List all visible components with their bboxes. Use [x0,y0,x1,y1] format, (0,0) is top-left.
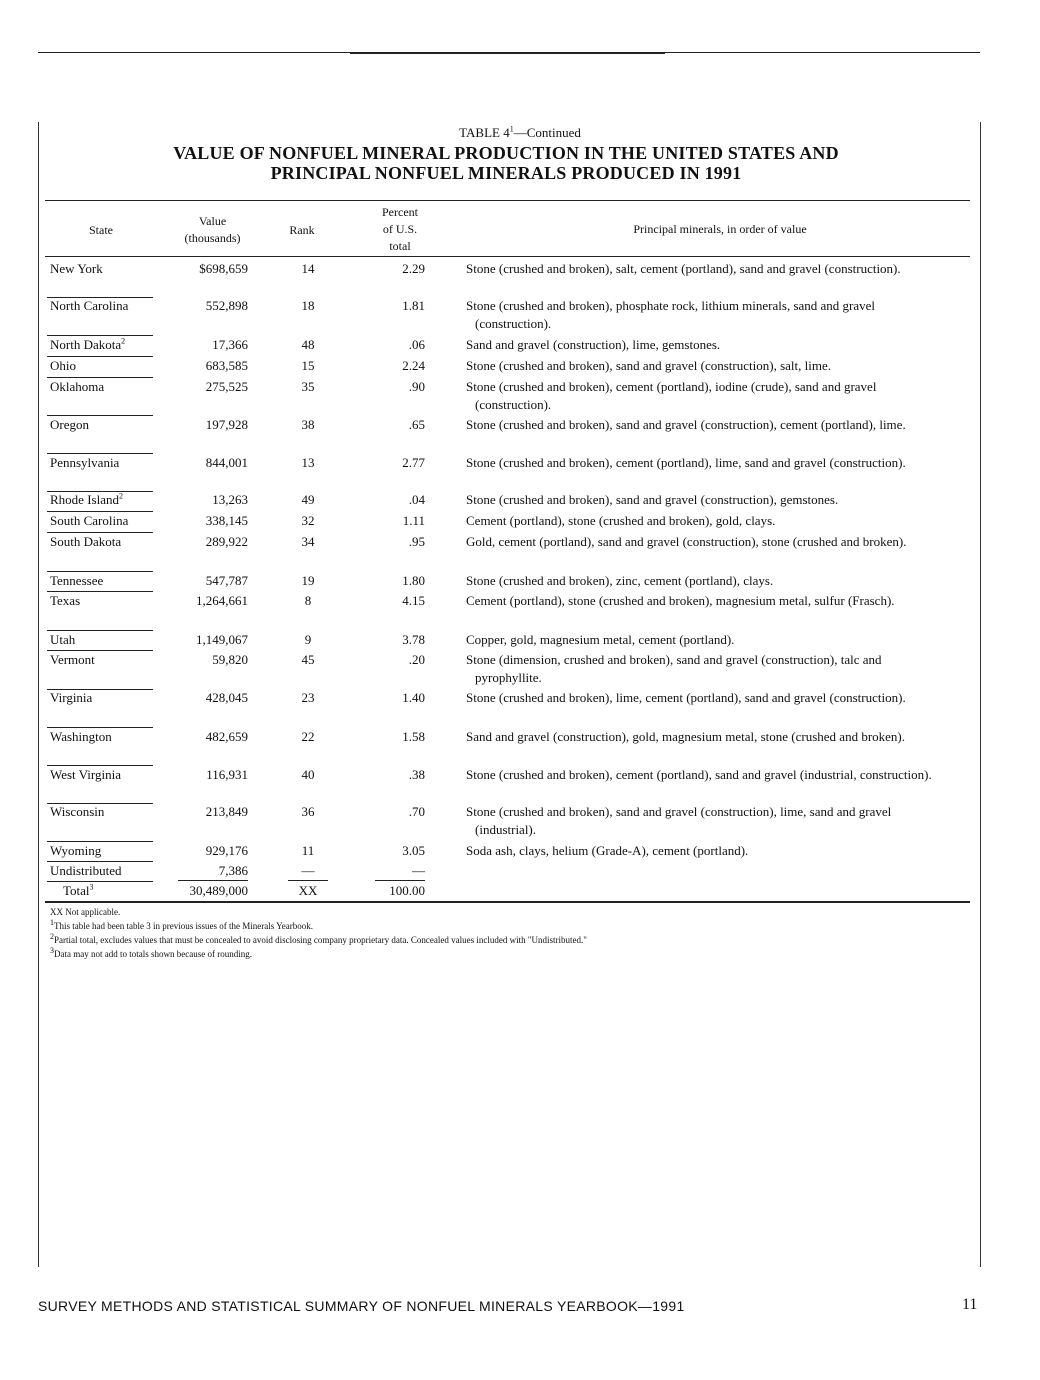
state-name: Ohio [50,358,76,373]
row-value: 116,931 [206,767,248,782]
row-percent: 1.80 [402,573,425,588]
row-state [50,766,121,784]
row-state [50,260,103,278]
row-minerals: Gold, cement (portland), sand and gravel (construction), stone (crushed and broken). [466,534,907,549]
row-rank: 38 [301,417,315,432]
state-name: West Virginia [50,767,121,782]
row-percent: 1.81 [402,298,425,313]
table-title-line2: PRINCIPAL NONFUEL MINERALS PRODUCED IN 1991 [270,163,742,183]
page-number: 11 [962,1296,978,1313]
footnote-xx: XX Not applicable. [50,907,121,917]
header-top-rule [45,200,970,201]
row-value: 547,787 [205,573,248,588]
row-minerals: Sand and gravel (construction), lime, gemstones. [466,337,721,352]
row-percent: .90 [408,379,425,394]
row-value: 482,659 [205,729,248,744]
row-minerals: Stone (crushed and broken), sand and gravel (construction), gemstones. [466,492,839,507]
row-rank: 9 [304,632,312,647]
state-name: North Carolina [50,298,129,313]
row-state [50,803,104,821]
row-rank: 35 [301,379,315,394]
state-name: Washington [50,729,112,744]
row-minerals: Stone (crushed and broken), salt, cement (portland), sand and gravel (construction). [466,261,901,276]
row-percent: .06 [408,337,425,352]
row-value: 552,898 [205,298,248,313]
row-percent: .95 [408,534,425,549]
row-value: 7,386 [218,863,248,878]
row-value: 17,366 [212,337,248,352]
row-rank: 15 [301,358,315,373]
row-state [50,336,125,354]
table-label: TABLE $4^1—Continued$ [459,124,581,140]
row-percent: 1.40 [402,690,425,705]
row-state [50,297,128,315]
row-rank: 22 [301,729,315,744]
col-header-state: State [89,223,113,237]
row-value: 289,922 [205,534,248,549]
row-minerals: Stone (crushed and broken), sand and gravel (construction), salt, lime. [466,358,831,373]
row-minerals: Copper, gold, magnesium metal, cement (portland). [466,632,735,647]
footnote-ref: 2 [118,491,123,501]
state-name: North Dakota [50,337,122,352]
row-value: 844,001 [205,455,248,470]
footnote-1: $^1$This table had been table 3 in previous issues of the Minerals Yearbook. [50,918,313,931]
row-state [50,491,123,509]
row-value: 213,849 [205,804,248,819]
row-rank: 49 [301,492,315,507]
row-rank: 18 [301,298,315,313]
row-percent: 4.15 [402,593,425,608]
total-label [63,882,94,900]
row-minerals: Soda ash, clays, helium (Grade-A), cement (portland). [466,843,749,858]
state-name: Vermont [50,652,95,667]
total-value: 30,489,000 [189,883,248,898]
total-percent: 100.00 [389,883,425,898]
table-title-line1: VALUE OF NONFUEL MINERAL PRODUCTION IN THE UNITED STATES AND [173,143,839,163]
total-rank: XX [298,883,318,898]
row-value: 683,585 [205,358,248,373]
row-value: 428,045 [205,690,248,705]
col-header-percent: Percent of U.S. total [382,205,418,253]
running-footer: SURVEY METHODS AND STATISTICAL SUMMARY OF NONFUEL MINERALS YEARBOOK—1991 [38,1298,685,1314]
state-name: New York [50,261,103,276]
row-minerals: Stone (crushed and broken), phosphate rock, lithium minerals, sand and gravel (construction). [466,298,876,331]
row-state [50,454,119,472]
state-name: Tennessee [50,573,104,588]
row-state [50,512,128,530]
row-minerals: Stone (crushed and broken), sand and gravel (construction), cement (portland), lime. [466,417,906,432]
row-minerals: Sand and gravel (construction), gold, magnesium metal, stone (crushed and broken). [466,729,905,744]
row-minerals: Stone (crushed and broken), cement (portland), lime, sand and gravel (construction). [466,455,906,470]
total-rule [288,880,328,881]
row-rank: 11 [301,843,315,858]
row-state [50,842,101,860]
row-percent: 2.24 [402,358,425,373]
row-state [50,378,104,396]
row-state [50,631,75,649]
row-rank: 36 [301,804,315,819]
row-minerals: Stone (crushed and broken), cement (portland), iodine (crude), sand and gravel (construction). [466,379,877,412]
row-state [50,728,112,746]
row-state [50,689,92,707]
row-percent: 1.58 [402,729,425,744]
state-name: Undistributed [50,863,122,878]
row-percent: .04 [408,492,425,507]
total-rule [375,880,425,881]
footnote-3: $^3$Data may not add to totals shown because of rounding. [50,946,252,959]
row-rank: 34 [301,534,315,549]
right-margin-bar [980,122,981,1267]
state-name: Utah [50,632,76,647]
row-value: 13,263 [212,492,248,507]
row-percent: 1.11 [402,513,425,528]
row-rank: 48 [301,337,315,352]
row-state [50,592,80,610]
col-header-rank: Rank [289,223,315,237]
row-value: 59,820 [212,652,248,667]
row-percent: 3.05 [402,843,425,858]
row-percent: .70 [408,804,425,819]
state-name: Wyoming [50,843,102,858]
state-name: Oregon [50,417,89,432]
row-rank: 19 [301,573,315,588]
state-name: South Dakota [50,534,122,549]
row-rank: 40 [301,767,315,782]
row-rank: 32 [301,513,315,528]
row-percent: .20 [408,652,425,667]
header-bottom-rule [45,256,970,257]
row-rank: 8 [304,593,312,608]
state-name: Oklahoma [50,379,105,394]
row-minerals: Stone (crushed and broken), lime, cement (portland), sand and gravel (construction). [466,690,906,705]
row-rank: 23 [301,690,315,705]
row-state [50,862,122,880]
footnote-2: $^2$Partial total, excludes values that must be concealed to avoid disclosing company proprietary data. Concealed values included with "Undistributed." [50,932,587,945]
row-state [50,572,103,590]
state-name: South Carolina [50,513,129,528]
row-rank: 14 [301,261,315,276]
top-rule-accent [350,52,665,54]
footnote-ref: 3 [89,882,94,892]
state-name: Wisconsin [50,804,105,819]
state-name: Virginia [50,690,93,705]
row-minerals: Stone (crushed and broken), sand and gravel (construction), lime, sand and gravel (industrial). [466,804,892,837]
row-percent: 3.78 [402,632,425,647]
row-percent: 2.77 [402,455,425,470]
row-value: 275,525 [205,379,248,394]
row-value: 929,176 [205,843,248,858]
row-state [50,357,76,375]
row-minerals: Cement (portland), stone (crushed and broken), magnesium metal, sulfur (Frasch). [466,593,895,608]
row-minerals: Cement (portland), stone (crushed and broken), gold, clays. [466,513,776,528]
row-percent: .65 [408,417,425,432]
row-state [50,533,121,551]
row-value: $698,659 [199,261,248,276]
state-name: Rhode Island [50,492,119,507]
row-value: 1,149,067 [196,632,248,647]
total-rule [178,880,248,881]
total-text: Total [63,883,90,898]
row-state [50,651,95,669]
row-value: 1,264,661 [196,593,248,608]
row-minerals: Stone (crushed and broken), cement (portland), sand and gravel (industrial, construction). [466,767,932,782]
col-header-value: Value (thousands) [184,214,241,245]
row-value: 338,145 [205,513,248,528]
row-value: 197,928 [205,417,248,432]
row-state [50,416,89,434]
row-minerals: Stone (crushed and broken), zinc, cement (portland), clays. [466,573,774,588]
table-bottom-rule [45,901,970,903]
left-margin-bar [38,122,39,1267]
row-rank: 45 [301,652,315,667]
row-rank: — [301,863,315,878]
row-percent: 2.29 [402,261,425,276]
row-percent: .38 [408,767,425,782]
footnote-ref: 2 [121,336,126,346]
col-header-minerals: Principal minerals, in order of value [633,222,807,236]
row-rank: 13 [301,455,315,470]
state-name: Pennsylvania [50,455,120,470]
row-percent: — [412,863,425,878]
row-minerals: Stone (dimension, crushed and broken), sand and gravel (construction), talc and pyrophyllite. [466,652,882,685]
state-name: Texas [50,593,81,608]
